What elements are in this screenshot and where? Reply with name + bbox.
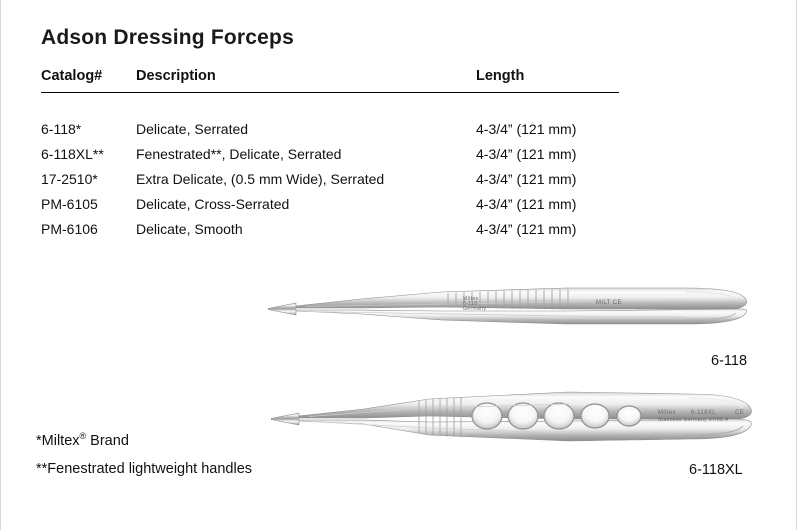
engraving-brand: Miltex bbox=[463, 296, 479, 302]
fenestration-hole bbox=[544, 403, 574, 429]
cell-catalog: 6-118* bbox=[41, 121, 82, 137]
forceps-figure-6-118xl bbox=[269, 378, 769, 463]
cell-description: Extra Delicate, (0.5 mm Wide), Serrated bbox=[136, 171, 385, 187]
cell-length: 4-3/4” (121 mm) bbox=[476, 221, 577, 237]
table-header-description: Description bbox=[136, 68, 216, 84]
figure-label-6-118xl: 6-118XL bbox=[689, 462, 743, 478]
fenestration-hole bbox=[617, 406, 641, 426]
cell-length: 4-3/4” (121 mm) bbox=[476, 171, 577, 187]
footnote-brand-suffix: Brand bbox=[86, 432, 129, 449]
catalog-table bbox=[41, 68, 619, 246]
table-header-row bbox=[41, 68, 619, 93]
engraving-origin: Stainless Germany 07/08.4 bbox=[658, 417, 729, 423]
engraving-ce-mark: CE bbox=[735, 410, 745, 416]
cell-length: 4-3/4” (121 mm) bbox=[476, 146, 577, 162]
table-body bbox=[41, 121, 619, 246]
engraving-origin: Germany bbox=[463, 306, 487, 312]
cell-description: Delicate, Smooth bbox=[136, 221, 243, 237]
engraving-catalog: 6-118 bbox=[463, 301, 478, 307]
forceps-figure-6-118 bbox=[266, 268, 766, 353]
engraving-ce-mark: MILT CE bbox=[596, 300, 622, 306]
table-header-catalog: Catalog# bbox=[41, 68, 103, 84]
table-row bbox=[41, 146, 619, 171]
cell-description: Fenestrated**, Delicate, Serrated bbox=[136, 146, 342, 162]
cell-catalog: 17-2510* bbox=[41, 171, 98, 187]
cell-length: 4-3/4” (121 mm) bbox=[476, 196, 577, 212]
page-title: Adson Dressing Forceps bbox=[41, 26, 294, 49]
engraving-catalog: 6-118XL bbox=[691, 410, 717, 416]
table-row bbox=[41, 196, 619, 221]
footnote-brand bbox=[36, 431, 129, 449]
forceps-illustration bbox=[266, 268, 766, 348]
engraving-brand: Miltex bbox=[658, 410, 677, 416]
table-row bbox=[41, 121, 619, 146]
registered-trademark-icon: ® bbox=[79, 431, 87, 441]
cell-length: 4-3/4” (121 mm) bbox=[476, 121, 577, 137]
cell-description: Delicate, Cross-Serrated bbox=[136, 196, 290, 212]
cell-catalog: PM-6106 bbox=[41, 221, 98, 237]
cell-catalog: PM-6105 bbox=[41, 196, 98, 212]
table-row bbox=[41, 221, 619, 246]
cell-description: Delicate, Serrated bbox=[136, 121, 249, 137]
footnote-brand-prefix: *Miltex bbox=[36, 432, 80, 449]
table-header-length: Length bbox=[476, 68, 525, 84]
figure-label-6-118: 6-118 bbox=[711, 353, 748, 369]
fenestration-hole bbox=[508, 403, 538, 429]
cell-catalog: 6-118XL** bbox=[41, 146, 104, 162]
footnote-fenestrated: **Fenestrated lightweight handles bbox=[36, 461, 253, 477]
fenestration-hole bbox=[581, 404, 609, 428]
table-row bbox=[41, 171, 619, 196]
